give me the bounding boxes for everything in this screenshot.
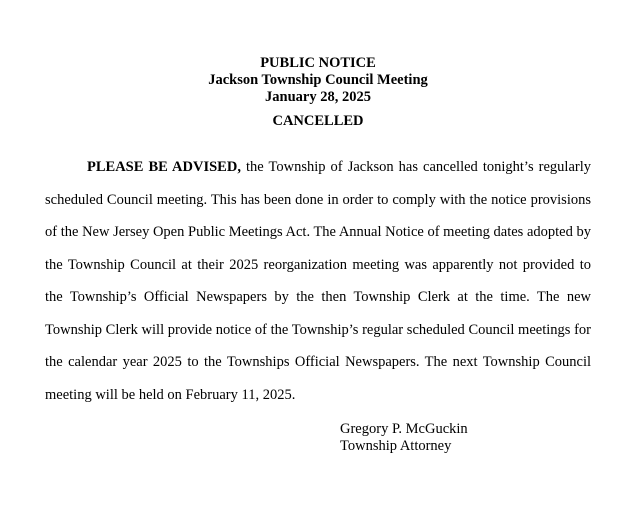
notice-header xyxy=(0,55,636,106)
cancelled-status: CANCELLED xyxy=(272,113,364,129)
notice-lead: PLEASE BE ADVISED, xyxy=(87,159,241,175)
meeting-date: January 28, 2025 xyxy=(265,89,371,105)
meeting-title: Jackson Township Council Meeting xyxy=(208,72,428,88)
notice-label: PUBLIC NOTICE xyxy=(260,55,376,71)
signature-block xyxy=(340,421,468,455)
signatory-name: Gregory P. McGuckin xyxy=(340,421,468,437)
notice-body xyxy=(45,151,591,411)
notice-body-text: the Township of Jackson has cancelled tonight’s regularly scheduled Council meeting. This has been done in order to comply with the notice provisions of the New Jersey Open Public Meetings Act. The Annual Notice of meeting dates adopted by the Township Council at their 2025 reorganization meeting was apparently not provided to the Township’s Official Newspapers by the then Township Clerk at the time. The new Township Clerk will provide notice of the Township’s regular scheduled Council meetings for the calendar year 2025 to the Townships Official Newspapers. The next Township Council meeting will be held on February 11, 2025. xyxy=(45,159,591,403)
signatory-title: Township Attorney xyxy=(340,438,452,454)
